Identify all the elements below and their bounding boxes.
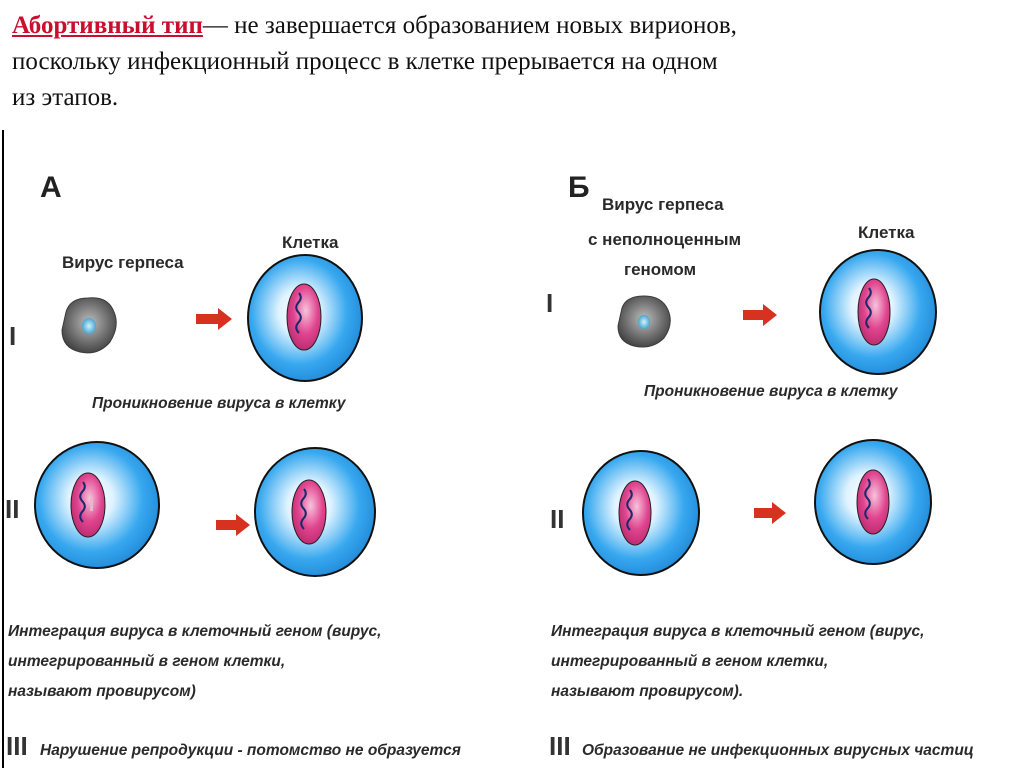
panel-a-virus-label: Вирус герпеса bbox=[62, 253, 184, 272]
header-line2: поскольку инфекционный процесс в клетке прерывается на одном bbox=[12, 48, 718, 75]
panel-b-caption3: Образование не инфекционных вирусных частиц bbox=[582, 742, 974, 759]
panel-a-caption3: Нарушение репродукции - потомство не образуется bbox=[40, 742, 461, 759]
panel-b-virus-label-line1: Вирус герпеса bbox=[602, 195, 724, 214]
panel-b-letter: Б bbox=[568, 171, 590, 204]
arrow-icon bbox=[754, 502, 786, 524]
term-abortive: Абортивный тип bbox=[12, 12, 203, 39]
panel-a-caption2 bbox=[8, 623, 381, 700]
panel-a-stage1-numeral: I bbox=[9, 321, 17, 351]
arrow-icon bbox=[196, 308, 232, 330]
panel-b-caption2-line2: интегрированный в геном клетки, bbox=[551, 653, 829, 670]
cell-icon bbox=[35, 442, 159, 568]
cell-icon bbox=[820, 250, 936, 374]
cell-icon bbox=[815, 440, 931, 564]
panel-b-cell-label: Клетка bbox=[858, 223, 915, 242]
cell-icon bbox=[248, 255, 362, 381]
panel-a-caption2-line3: называют провирусом) bbox=[8, 683, 196, 700]
arrow-icon bbox=[216, 514, 250, 536]
arrow-icon bbox=[743, 304, 777, 326]
virus-icon bbox=[62, 298, 116, 353]
header-line1-rest: — не завершается образованием новых вирионов, bbox=[202, 12, 737, 39]
panel-b-virus-label-line3: геномом bbox=[624, 260, 697, 279]
panel-a-letter: А bbox=[40, 171, 62, 204]
panel-a-caption2-line2: интегрированный в геном клетки, bbox=[8, 653, 286, 670]
panel-b-caption2 bbox=[551, 623, 924, 700]
panel-b-virus-label-line2: с неполноценным bbox=[588, 230, 742, 249]
cell-icon bbox=[583, 451, 699, 575]
panel-b-virus-label bbox=[588, 195, 741, 279]
panel-b-stage3-numeral: III bbox=[549, 731, 571, 761]
panel-a-stage3-numeral: III bbox=[6, 731, 28, 761]
panel-b-caption2-line3: называют провирусом). bbox=[551, 683, 744, 700]
panel-a-stage2-numeral: II bbox=[5, 494, 20, 524]
panel-b-caption1: Проникновение вируса в клетку bbox=[644, 383, 898, 400]
cell-icon bbox=[255, 448, 375, 576]
panel-a-cell-label: Клетка bbox=[282, 233, 339, 252]
panel-b-stage2-numeral: II bbox=[550, 504, 565, 534]
panel-a-caption2-line1: Интеграция вируса в клеточный геном (вирус, bbox=[8, 623, 382, 640]
panel-b-caption2-line1: Интеграция вируса в клеточный геном (вирус, bbox=[551, 623, 925, 640]
virus-icon bbox=[618, 296, 670, 347]
header-line3: из этапов. bbox=[12, 84, 119, 111]
panel-b-stage1-numeral: I bbox=[546, 288, 554, 318]
panel-a-caption1: Проникновение вируса в клетку bbox=[92, 395, 346, 412]
